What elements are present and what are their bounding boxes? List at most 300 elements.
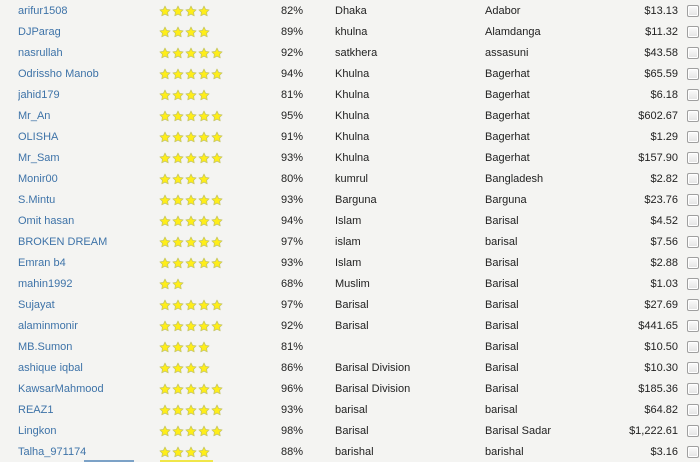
star-rating: [159, 68, 281, 80]
table-row: [0, 84, 700, 105]
earnings-cell: $23.76: [644, 193, 678, 206]
star-icon: [159, 5, 171, 17]
star-icon: [185, 341, 197, 353]
username-cell: [18, 47, 159, 59]
select-cell: [687, 47, 699, 59]
earnings-cell: $11.32: [645, 25, 678, 38]
row-select-checkbox[interactable]: [687, 446, 699, 458]
star-icon: [159, 341, 171, 353]
star-icon: [211, 68, 223, 80]
row-select-checkbox[interactable]: [687, 68, 699, 80]
star-icon: [159, 257, 171, 269]
city-cell: Barisal: [335, 298, 369, 311]
earnings-cell: $2.88: [650, 256, 678, 269]
table-row: [0, 147, 700, 168]
star-icon: [172, 173, 184, 185]
star-icon: [159, 425, 171, 437]
star-icon: [211, 236, 223, 248]
table-row: [0, 273, 700, 294]
star-icon: [185, 257, 197, 269]
star-icon: [211, 404, 223, 416]
username-cell: [18, 278, 159, 290]
username-link[interactable]: mahin1992: [18, 277, 73, 290]
star-icon: [211, 194, 223, 206]
star-icon: [185, 425, 197, 437]
select-cell: [687, 194, 699, 206]
district-cell: barisal: [485, 235, 518, 248]
table-row: [0, 105, 700, 126]
success-rate: 93%: [281, 193, 304, 206]
district-cell: Bangladesh: [485, 172, 544, 185]
row-select-checkbox[interactable]: [687, 236, 699, 248]
star-icon: [159, 299, 171, 311]
username-link[interactable]: Sujayat: [18, 298, 55, 311]
star-icon: [198, 236, 210, 248]
district-cell: Bagerhat: [485, 151, 530, 164]
username-link[interactable]: S.Mintu: [18, 193, 56, 206]
star-icon: [198, 26, 210, 38]
star-icon: [159, 404, 171, 416]
username-link[interactable]: Mr_Sam: [18, 151, 60, 164]
username-link[interactable]: alaminmonir: [18, 319, 78, 332]
username-link[interactable]: Omit hasan: [18, 214, 75, 227]
star-icon: [172, 404, 184, 416]
city-cell: Barisal: [335, 424, 369, 437]
username-link[interactable]: DJParag: [18, 25, 61, 38]
success-rate: 92%: [281, 46, 304, 59]
star-icon: [159, 152, 171, 164]
city-cell: Khulna: [335, 151, 370, 164]
select-cell: [687, 341, 699, 353]
district-cell: Bagerhat: [485, 88, 530, 101]
username-link[interactable]: arifur1508: [18, 4, 68, 17]
district-cell: Barisal: [485, 277, 519, 290]
username-link[interactable]: MB.Sumon: [18, 340, 73, 353]
star-icon: [211, 425, 223, 437]
district-cell: Barisal: [485, 319, 519, 332]
star-icon: [159, 362, 171, 374]
star-rating: [159, 278, 281, 290]
city-cell: Khulna: [335, 109, 370, 122]
select-cell: [687, 26, 699, 38]
username-link[interactable]: REAZ1: [18, 403, 54, 416]
star-icon: [172, 110, 184, 122]
row-select-checkbox[interactable]: [687, 257, 699, 269]
star-icon: [211, 299, 223, 311]
star-rating: [159, 257, 281, 269]
star-rating: [159, 383, 281, 395]
star-icon: [159, 236, 171, 248]
select-cell: [687, 236, 699, 248]
star-icon: [198, 47, 210, 59]
select-cell: [687, 383, 699, 395]
star-icon: [185, 320, 197, 332]
star-icon: [198, 110, 210, 122]
star-icon: [185, 47, 197, 59]
select-cell: [687, 215, 699, 227]
star-rating: [159, 425, 281, 437]
star-icon: [172, 278, 184, 290]
success-rate: 81%: [281, 88, 304, 101]
star-icon: [211, 383, 223, 395]
star-icon: [172, 194, 184, 206]
table-row: [0, 357, 700, 378]
username-cell: [18, 215, 159, 227]
star-icon: [159, 110, 171, 122]
earnings-cell: $6.18: [650, 88, 678, 101]
star-rating: [159, 110, 281, 122]
star-icon: [172, 5, 184, 17]
star-icon: [172, 446, 184, 458]
success-rate: 88%: [281, 445, 304, 458]
star-icon: [198, 68, 210, 80]
select-cell: [687, 131, 699, 143]
city-cell: Islam: [335, 256, 362, 269]
earnings-cell: $10.30: [644, 361, 678, 374]
star-icon: [185, 236, 197, 248]
city-cell: Islam: [335, 214, 362, 227]
username-cell: [18, 299, 159, 311]
username-link[interactable]: ashique iqbal: [18, 361, 83, 374]
success-rate: 81%: [281, 340, 304, 353]
star-icon: [172, 425, 184, 437]
star-rating: [159, 89, 281, 101]
star-icon: [159, 26, 171, 38]
earnings-cell: $64.82: [644, 403, 678, 416]
star-icon: [159, 383, 171, 395]
success-rate: 93%: [281, 151, 304, 164]
star-rating: [159, 194, 281, 206]
star-rating: [159, 446, 281, 458]
star-icon: [211, 131, 223, 143]
username-cell: [18, 89, 159, 101]
star-icon: [185, 131, 197, 143]
row-select-checkbox[interactable]: [687, 152, 699, 164]
city-cell: Barisal: [335, 319, 369, 332]
city-cell: Muslim: [335, 277, 370, 290]
username-cell: [18, 320, 159, 332]
table-row: [0, 399, 700, 420]
city-cell: satkhera: [335, 46, 378, 59]
table-row: [0, 441, 700, 462]
star-icon: [185, 194, 197, 206]
username-cell: [18, 362, 159, 374]
row-select-checkbox[interactable]: [687, 26, 699, 38]
city-cell: barishal: [335, 445, 374, 458]
star-icon: [211, 257, 223, 269]
success-rate: 91%: [281, 130, 304, 143]
city-cell: kumrul: [335, 172, 369, 185]
star-icon: [172, 341, 184, 353]
star-icon: [198, 362, 210, 374]
table-row: [0, 378, 700, 399]
star-rating: [159, 404, 281, 416]
success-rate: 97%: [281, 235, 304, 248]
district-cell: Barisal: [485, 256, 519, 269]
star-icon: [211, 215, 223, 227]
star-icon: [185, 89, 197, 101]
star-icon: [185, 404, 197, 416]
earnings-cell: $10.50: [644, 340, 678, 353]
table-row: [0, 231, 700, 252]
username-link[interactable]: nasrullah: [18, 46, 63, 59]
city-cell: barisal: [335, 403, 368, 416]
select-cell: [687, 110, 699, 122]
row-select-checkbox[interactable]: [687, 425, 699, 437]
select-cell: [687, 257, 699, 269]
star-icon: [159, 68, 171, 80]
success-rate: 97%: [281, 298, 304, 311]
table-row: [0, 294, 700, 315]
success-rate: 86%: [281, 361, 304, 374]
select-cell: [687, 152, 699, 164]
select-cell: [687, 320, 699, 332]
row-select-checkbox[interactable]: [687, 341, 699, 353]
success-rate: 92%: [281, 319, 304, 332]
row-select-checkbox[interactable]: [687, 47, 699, 59]
success-rate: 95%: [281, 109, 304, 122]
star-icon: [159, 47, 171, 59]
username-cell: [18, 341, 159, 353]
success-rate: 80%: [281, 172, 304, 185]
district-cell: Bagerhat: [485, 130, 530, 143]
star-icon: [185, 446, 197, 458]
username-cell: [18, 446, 159, 458]
star-icon: [211, 320, 223, 332]
star-icon: [198, 425, 210, 437]
row-select-checkbox[interactable]: [687, 215, 699, 227]
table-row: [0, 420, 700, 441]
star-icon: [198, 5, 210, 17]
earnings-cell: $157.90: [638, 151, 678, 164]
district-cell: Adabor: [485, 4, 521, 17]
star-icon: [198, 152, 210, 164]
star-rating: [159, 215, 281, 227]
success-rate: 94%: [281, 67, 304, 80]
star-icon: [185, 215, 197, 227]
star-icon: [159, 446, 171, 458]
district-cell: barishal: [485, 445, 524, 458]
table-row: [0, 252, 700, 273]
username-cell: [18, 68, 159, 80]
city-cell: khulna: [335, 25, 368, 38]
star-icon: [172, 26, 184, 38]
success-rate: 96%: [281, 382, 304, 395]
star-rating: [159, 362, 281, 374]
city-cell: Dhaka: [335, 4, 367, 17]
star-icon: [198, 404, 210, 416]
table-row: [0, 0, 700, 21]
city-cell: Khulna: [335, 88, 370, 101]
success-rate: 93%: [281, 256, 304, 269]
star-icon: [159, 215, 171, 227]
star-icon: [172, 89, 184, 101]
select-cell: [687, 5, 699, 17]
earnings-cell: $1.29: [650, 130, 678, 143]
username-link[interactable]: Monir00: [18, 172, 58, 185]
earnings-cell: $4.52: [650, 214, 678, 227]
district-cell: Barisal: [485, 361, 519, 374]
success-rate: 94%: [281, 214, 304, 227]
earnings-cell: $602.67: [638, 109, 678, 122]
star-icon: [198, 173, 210, 185]
table-row: [0, 126, 700, 147]
star-icon: [198, 446, 210, 458]
city-cell: islam: [335, 235, 361, 248]
star-icon: [211, 110, 223, 122]
earnings-cell: $3.16: [650, 445, 678, 458]
username-link[interactable]: BROKEN DREAM: [18, 235, 108, 248]
earnings-cell: $2.82: [650, 172, 678, 185]
earnings-cell: $1,222.61: [629, 424, 678, 437]
table-row: [0, 210, 700, 231]
star-rating: [159, 131, 281, 143]
star-icon: [185, 299, 197, 311]
star-icon: [198, 257, 210, 269]
star-icon: [185, 68, 197, 80]
star-icon: [159, 89, 171, 101]
star-icon: [198, 215, 210, 227]
select-cell: [687, 425, 699, 437]
row-select-checkbox[interactable]: [687, 383, 699, 395]
username-cell: [18, 152, 159, 164]
star-icon: [198, 89, 210, 101]
username-link[interactable]: Mr_An: [18, 109, 51, 122]
star-icon: [172, 47, 184, 59]
star-icon: [159, 131, 171, 143]
star-icon: [198, 341, 210, 353]
district-cell: Barisal: [485, 340, 519, 353]
username-cell: [18, 194, 159, 206]
earnings-cell: $7.56: [650, 235, 678, 248]
row-select-checkbox[interactable]: [687, 5, 699, 17]
username-link[interactable]: jahid179: [18, 88, 60, 101]
row-select-checkbox[interactable]: [687, 110, 699, 122]
star-icon: [211, 47, 223, 59]
select-cell: [687, 362, 699, 374]
earnings-cell: $185.36: [638, 382, 678, 395]
star-icon: [172, 299, 184, 311]
username-link[interactable]: Emran b4: [18, 256, 66, 269]
success-rate: 68%: [281, 277, 304, 290]
star-icon: [185, 173, 197, 185]
city-cell: Barguna: [335, 193, 377, 206]
earnings-cell: $65.59: [644, 67, 678, 80]
select-cell: [687, 89, 699, 101]
star-icon: [172, 257, 184, 269]
district-cell: Barisal Sadar: [485, 424, 552, 437]
district-cell: Alamdanga: [485, 25, 541, 38]
star-icon: [172, 320, 184, 332]
earnings-cell: $13.13: [644, 4, 678, 17]
star-icon: [211, 152, 223, 164]
username-link[interactable]: Odrissho Manob: [18, 67, 99, 80]
row-select-checkbox[interactable]: [687, 404, 699, 416]
city-cell: Barisal Division: [335, 361, 411, 374]
username-cell: [18, 236, 159, 248]
username-cell: [18, 131, 159, 143]
city-cell: Khulna: [335, 67, 370, 80]
row-select-checkbox[interactable]: [687, 194, 699, 206]
select-cell: [687, 68, 699, 80]
district-cell: Barisal: [485, 382, 519, 395]
success-rate: 93%: [281, 403, 304, 416]
row-select-checkbox[interactable]: [687, 173, 699, 185]
district-cell: barisal: [485, 403, 518, 416]
username-link[interactable]: OLISHA: [18, 130, 59, 143]
star-icon: [198, 194, 210, 206]
star-rating: [159, 236, 281, 248]
row-select-checkbox[interactable]: [687, 299, 699, 311]
table-row: [0, 63, 700, 84]
earnings-cell: $43.58: [644, 46, 678, 59]
earnings-cell: $1.03: [650, 277, 678, 290]
district-cell: Barisal: [485, 214, 519, 227]
star-icon: [185, 152, 197, 164]
star-icon: [198, 383, 210, 395]
star-icon: [172, 152, 184, 164]
star-icon: [159, 194, 171, 206]
star-icon: [198, 299, 210, 311]
district-cell: Bagerhat: [485, 109, 530, 122]
username-cell: [18, 257, 159, 269]
star-rating: [159, 26, 281, 38]
star-icon: [172, 215, 184, 227]
star-icon: [198, 131, 210, 143]
username-cell: [18, 26, 159, 38]
district-cell: Barguna: [485, 193, 527, 206]
username-cell: [18, 110, 159, 122]
success-rate: 89%: [281, 25, 304, 38]
star-icon: [172, 131, 184, 143]
row-select-checkbox[interactable]: [687, 320, 699, 332]
district-cell: Barisal: [485, 298, 519, 311]
table-row: [0, 315, 700, 336]
username-link[interactable]: Talha_971174: [18, 445, 87, 458]
username-cell: [18, 173, 159, 185]
row-select-checkbox[interactable]: [687, 131, 699, 143]
star-rating: [159, 47, 281, 59]
table-row: [0, 189, 700, 210]
star-icon: [159, 173, 171, 185]
username-cell: [18, 383, 159, 395]
star-rating: [159, 341, 281, 353]
star-icon: [159, 278, 171, 290]
select-cell: [687, 404, 699, 416]
username-link[interactable]: KawsarMahmood: [18, 382, 104, 395]
row-select-checkbox[interactable]: [687, 362, 699, 374]
district-cell: Bagerhat: [485, 67, 530, 80]
row-select-checkbox[interactable]: [687, 278, 699, 290]
star-icon: [185, 5, 197, 17]
star-icon: [185, 110, 197, 122]
success-rate: 98%: [281, 424, 304, 437]
star-icon: [172, 383, 184, 395]
star-icon: [172, 362, 184, 374]
row-select-checkbox[interactable]: [687, 89, 699, 101]
star-icon: [159, 320, 171, 332]
star-icon: [185, 362, 197, 374]
success-rate: 82%: [281, 4, 304, 17]
username-cell: [18, 425, 159, 437]
username-link[interactable]: Lingkon: [18, 424, 57, 437]
city-cell: Khulna: [335, 130, 370, 143]
star-icon: [185, 383, 197, 395]
table-row: [0, 42, 700, 63]
star-rating: [159, 173, 281, 185]
select-cell: [687, 278, 699, 290]
username-cell: [18, 404, 159, 416]
